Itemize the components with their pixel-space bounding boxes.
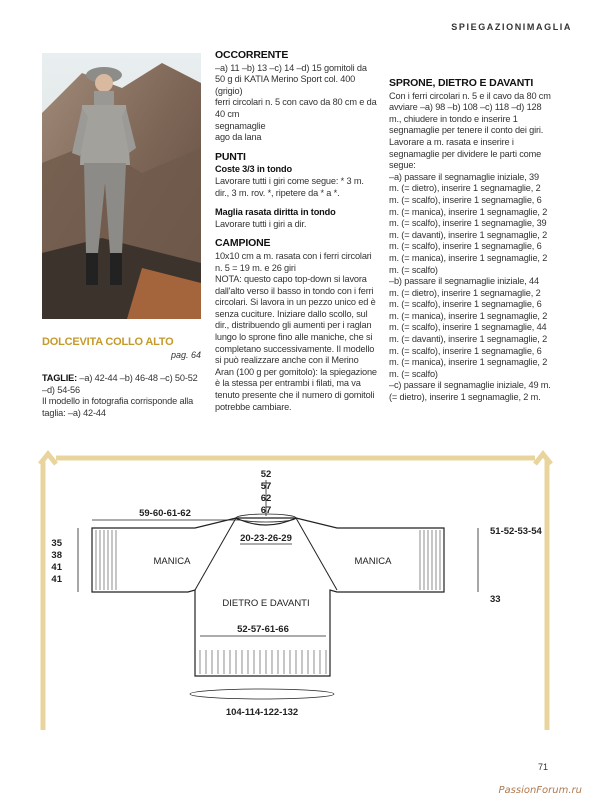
campione-text: 10x10 cm a m. rasata con i ferri circolari n. 5 = 19 m. e 26 giri [215, 250, 372, 273]
occorrente-line: segnamaglie [215, 120, 266, 131]
running-header: SPIEGAZIONIMAGLIA [451, 22, 572, 32]
hem-ellipse [190, 689, 334, 699]
body-width-label: 52-57-61-66 [237, 624, 289, 635]
cuff-size: 41 [51, 574, 62, 585]
campione-nota: NOTA: questo capo top-down si lavora dall'alto verso il basso in tondo con i ferri circolari. Si lavora in un pezzo unico ed è senza cuciture. Iniziare dallo scollo, sul dir., distribuendo gli aumenti per i raglan lungo lo sprone fino alle maniche, che si completano successivamente. Il modello si può realizzare anche con il Merino Aran (100 g per gomitolo): la spiegazione è la stessa per entrambi i filati, ma va tenuto presente che il numero di gomitoli potrebbe cambiare. [215, 274, 377, 412]
neck-size: 62 [260, 493, 272, 504]
neck-size: 57 [260, 481, 272, 492]
occorrente-line: –a) 11 –b) 13 –c) 14 –d) 15 gomitoli da 50 g di KATIA Merino Sport col. 400 (grigio) [215, 62, 367, 96]
sprone-size-a: –a) passare il segnamaglie iniziale, 39 m. (= dietro), inserire 1 segnamaglie, 2 m. (= scalfo), inserire 1 segnamaglie, 6 m. (= manica), inserire 1 segnamaglie, 2 m. (= scalfo), inserire 1 segnamaglie, 39 m. (= davanti), inserire 1 segnamaglie, 2 m. (= scalfo), inserire 1 segnamaglie, 6 m. (= manica), inserire 1 segnamaglie, 2 m. (= scalfo) [389, 171, 548, 275]
model-photo [42, 53, 201, 319]
punti-title: PUNTI [215, 150, 246, 163]
sprone-size-c: –c) passare il segnamaglie iniziale, 49 m. (= dietro), inserire 1 segnamaglie, 2 m. [389, 380, 551, 403]
sizes-note: Il modello in fotografia corrisponde alla taglia: –a) 42-44 [42, 396, 194, 418]
materials-column [215, 49, 377, 412]
occorrente-title: OCCORRENTE [215, 49, 289, 61]
sizes-line2: –d) 54-56 [42, 384, 80, 395]
occorrente-line: ferri circolari n. 5 con cavo da 80 cm e da 40 cm [215, 97, 377, 119]
watermark: PassionForum.ru [498, 785, 582, 796]
sprone-size-b: –b) passare il segnamaglie iniziale, 44 m. (= dietro), inserire 1 segnamaglie, 2 m. (= scalfo), inserire 1 segnamaglie, 6 m. (= manica), inserire 1 segnamaglie, 2 m. (= scalfo), inserire 1 segnamaglie, 44 m. (= davanti), inserire 1 segnamaglie, 2 m. (= scalfo), inserire 1 segnamaglie, 6 m. (= manica), inserire 1 segnamaglie, 2 m. (= scalfo) [389, 276, 548, 379]
schematic-diagram [0, 440, 590, 740]
rasata-title: Maglia rasata diritta in tondo [215, 207, 336, 218]
model-title: DOLCEVITA COLLO ALTO [42, 336, 174, 348]
coste-text: Lavorare tutti i giri come segue: * 3 m. dir., 3 m. rov. *, ripetere da * a *. [215, 175, 364, 198]
rasata-text: Lavorare tutti i giri a dir. [215, 218, 307, 229]
page-number: 71 [537, 762, 548, 772]
raglan-label: 20-23-26-29 [240, 533, 292, 544]
sizes-block [42, 373, 202, 419]
cuff-size: 38 [51, 550, 62, 561]
sprone-intro: Con i ferri circolari n. 5 e il cavo da 80 cm avviare –a) 98 –b) 108 –c) 118 –d) 128 m., chiudere in tondo e inserire 1 segnamaglie per tenere il conto dei giri. Lavorare a m. rasata e inserire i segnamaglie per dividere le parti come segue: [389, 90, 551, 171]
cuff-size: 41 [51, 562, 62, 573]
sprone-column [389, 50, 551, 404]
hem-label: 104-114-122-132 [225, 707, 299, 718]
occorrente-line: ago da lana [215, 132, 262, 143]
sprone-title: SPRONE, DIETRO E DAVANTI [389, 77, 534, 89]
sleeve-length-label: 59-60-61-62 [139, 508, 191, 519]
manica-right-label: MANICA [354, 556, 392, 567]
sizes-label: TAGLIE: [42, 373, 78, 383]
sizes-line1: –a) 42-44 –b) 46-48 –c) 50-52 [77, 373, 198, 383]
right-width-label: 51-52-53-54 [490, 526, 542, 537]
neck-size: 67 [260, 505, 272, 516]
model-page-ref: pag. 64 [170, 350, 201, 360]
coste-title: Coste 3/3 in tondo [215, 164, 292, 175]
body-label: DIETRO E DAVANTI [222, 598, 310, 609]
right-height-label: 33 [490, 594, 501, 605]
neck-size: 52 [260, 469, 272, 480]
campione-title: CAMPIONE [215, 237, 271, 250]
cuff-size: 35 [51, 538, 62, 549]
manica-left-label: MANICA [153, 556, 191, 567]
